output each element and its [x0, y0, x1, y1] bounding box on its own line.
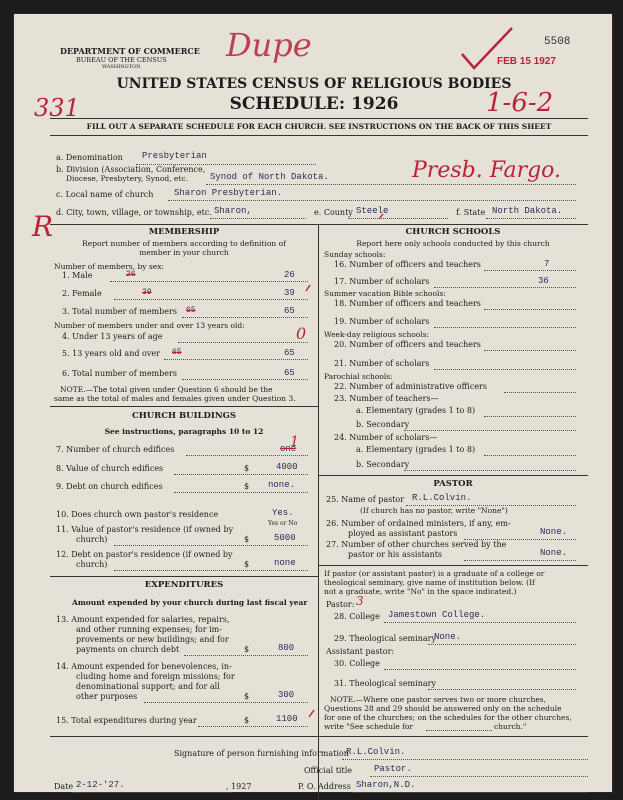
parochial-schools-label: Parochial schools: — [324, 372, 393, 381]
expenditures-intro: Amount expended by your church during last fiscal year — [72, 598, 308, 607]
sunday-schools-label: Sunday schools: — [324, 250, 386, 259]
local-name-label: c. Local name of church — [56, 190, 154, 199]
q6-value: 65 — [284, 368, 295, 378]
pastor-subheading: Pastor: — [326, 600, 355, 609]
q2-label: 2. Female — [62, 289, 102, 298]
q20-label: 20. Number of officers and teachers — [334, 340, 481, 349]
date-value: 2-12-'27. — [76, 780, 125, 790]
city-label: d. City, town, village, or township, etc. — [56, 208, 212, 217]
pastor-note-5: church." — [494, 722, 527, 731]
q23a-label: a. Elementary (grades 1 to 8) — [356, 406, 476, 415]
college-note-2: theological seminary, give name of institution below. (If — [324, 578, 535, 587]
q22-label: 22. Number of administrative officers — [334, 382, 487, 391]
q9-label: 9. Debt on church edifices — [56, 482, 163, 491]
q17-label: 17. Number of scholars — [334, 277, 430, 286]
schools-intro: Report here only schools conducted by this church — [356, 239, 550, 248]
denomination-value: Presbyterian — [142, 151, 207, 161]
q14-label-3: denominational support; and for all — [76, 682, 220, 691]
q5-struck-value: 65 — [172, 348, 182, 357]
date-label: Date — [54, 782, 74, 791]
q9-value: none. — [268, 480, 296, 490]
q26-label: 26. Number of ordained ministers, if any, em- — [326, 519, 511, 528]
q14-label-2: cluding home and foreign missions; for — [76, 672, 235, 681]
q5-label: 5. 13 years old and over — [62, 349, 160, 358]
q29-value: None. — [434, 632, 462, 642]
check-marks — [14, 14, 612, 792]
membership-intro-cont: member in your church — [139, 248, 229, 257]
q11-label: 11. Value of pastor's residence (if owned by — [56, 525, 234, 534]
q15-dollar: $ — [244, 716, 250, 725]
q12-label: 12. Debt on pastor's residence (if owned by — [56, 550, 233, 559]
schools-title: CHURCH SCHOOLS — [405, 227, 501, 237]
q30-label: 30. College — [334, 659, 380, 668]
handwritten-code: 1-6-2 — [486, 88, 554, 118]
q2-struck-value: 39 — [142, 288, 152, 297]
signature-value: R.L.Colvin. — [346, 747, 406, 757]
q7-value: one — [280, 444, 297, 454]
county-label: e. County — [314, 208, 353, 217]
denomination-label: a. Denomination — [56, 153, 123, 162]
form-subtitle: SCHEDULE: 1926 — [229, 94, 399, 114]
q28-label: 28. College — [334, 612, 380, 621]
department-name: DEPARTMENT OF COMMERCE — [60, 46, 200, 56]
buildings-intro: See instructions, paragraphs 10 to 12 — [104, 427, 264, 436]
q27-label-cont: pastor or his assistants — [348, 550, 443, 559]
q9-dollar: $ — [244, 482, 250, 491]
q8-value: 4000 — [276, 462, 298, 472]
pastor-note-3: for one of the churches; on the schedules for the other churches, — [324, 713, 572, 722]
handwritten-331: 331 — [34, 94, 80, 122]
q4-value: 0 — [296, 324, 307, 343]
official-title-label: Official title — [304, 766, 352, 775]
q23-label: 23. Number of teachers— — [334, 394, 439, 403]
q1-label: 1. Male — [62, 271, 93, 280]
received-date-stamp: FEB 15 1927 — [497, 56, 556, 67]
q4-label: 4. Under 13 years of age — [62, 332, 163, 341]
q13-label-2: and other running expenses; for im- — [76, 625, 222, 634]
summer-schools-label: Summer vacation Bible schools: — [324, 289, 446, 298]
q3-value: 65 — [284, 306, 295, 316]
q17-value: 36 — [538, 276, 549, 286]
q18-label: 18. Number of officers and teachers — [334, 299, 481, 308]
q11-value: 5000 — [274, 533, 296, 543]
q6-label: 6. Total number of members — [62, 369, 177, 378]
date-year: , 1927 — [226, 782, 252, 791]
q23b-label: b. Secondary — [356, 420, 410, 429]
q8-dollar: $ — [244, 464, 250, 473]
q10-value: Yes. — [272, 508, 294, 518]
city-value: Sharon, — [214, 206, 252, 216]
members-by-age-label: Number of members under and over 13 years old: — [54, 321, 245, 330]
q28-value: Jamestown College. — [388, 610, 486, 620]
q10-yes-no-hint: Yes or No — [268, 520, 298, 527]
q13-dollar: $ — [244, 645, 250, 654]
division-handwritten: Presb. Fargo. — [412, 158, 562, 183]
signature-label: Signature of person furnishing information — [174, 749, 349, 758]
q24b-label: b. Secondary — [356, 460, 410, 469]
q19-label: 19. Number of scholars — [334, 317, 430, 326]
division-label: b. Division (Association, Conference, — [56, 165, 206, 174]
census-schedule-sheet — [14, 14, 612, 800]
q14-label: 14. Amount expended for benevolences, in- — [56, 662, 232, 671]
buildings-title: CHURCH BUILDINGS — [131, 411, 237, 421]
q3-label: 3. Total number of members — [62, 307, 177, 316]
q13-label-4: payments on church debt — [76, 645, 180, 654]
q25-label: 25. Name of pastor — [326, 495, 405, 504]
q2-value: 39 — [284, 288, 295, 298]
county-value: Steele — [356, 206, 389, 216]
instruction-line: FILL OUT A SEPARATE SCHEDULE FOR EACH CHURCH. SEE INSTRUCTIONS ON THE BACK OF THIS SHEET — [86, 122, 552, 131]
q24-label: 24. Number of scholars— — [334, 433, 438, 442]
q15-label: 15. Total expenditures during year — [56, 716, 197, 725]
q16-value: 7 — [544, 259, 550, 269]
q26-value: None. — [540, 527, 568, 537]
pastor-handwritten-mark: 3 — [356, 594, 364, 608]
state-value: North Dakota. — [492, 206, 563, 216]
q3-struck-value: 65 — [186, 306, 196, 315]
q27-value: None. — [540, 548, 568, 558]
q1-value: 26 — [284, 270, 295, 280]
po-address-label: P. O. Address — [298, 782, 351, 791]
q29-label: 29. Theological seminary — [334, 634, 436, 643]
state-label: f. State — [456, 208, 486, 217]
q12-label-cont: church) — [76, 560, 108, 569]
q5-value: 65 — [284, 348, 295, 358]
handwritten-dupe: Dupe — [226, 26, 312, 64]
q7-label: 7. Number of church edifices — [56, 445, 175, 454]
q8-label: 8. Value of church edifices — [56, 464, 164, 473]
local-name-value: Sharon Presbyterian. — [174, 188, 283, 198]
form-title: UNITED STATES CENSUS OF RELIGIOUS BODIES — [116, 76, 512, 92]
expenditures-title: EXPENDITURES — [144, 580, 224, 590]
q27-label: 27. Number of other churches served by the — [326, 540, 507, 549]
q11-label-cont: church) — [76, 535, 108, 544]
q1-struck-value: 26 — [126, 270, 136, 279]
form-number: 8—5518 a — [54, 795, 83, 800]
q11-dollar: $ — [244, 535, 250, 544]
members-by-sex-label: Number of members, by sex: — [54, 262, 164, 271]
q14-label-4: other purposes — [76, 692, 138, 701]
q16-label: 16. Number of officers and teachers — [334, 260, 481, 269]
q12-dollar: $ — [244, 560, 250, 569]
division-label-cont: Diocese, Presbytery, Synod, etc. — [66, 174, 188, 183]
q21-label: 21. Number of scholars — [334, 359, 430, 368]
pastor-note: NOTE.—Where one pastor serves two or more churches, — [330, 695, 547, 704]
q26-label-cont: ployed as assistant pastors — [348, 529, 458, 538]
po-address-value: Sharon,N.D. — [356, 780, 416, 790]
print-number: 11—9264 — [106, 795, 133, 800]
official-title-value: Pastor. — [374, 764, 412, 774]
q13-value: 800 — [278, 643, 295, 653]
assistant-pastor-subheading: Assistant pastor: — [326, 647, 395, 656]
q14-dollar: $ — [244, 692, 250, 701]
membership-note-cont: same as the total of males and females given under Question 3. — [54, 394, 296, 403]
membership-intro: Report number of members according to definition of — [82, 239, 286, 248]
q15-value: 1100 — [276, 714, 298, 724]
bureau-name: BUREAU OF THE CENSUS — [76, 56, 167, 64]
weekday-schools-label: Week-day religious schools: — [324, 330, 430, 339]
q13-label: 13. Amount expended for salaries, repairs, — [56, 615, 230, 624]
college-note-3: not a graduate, write "No" in the space indicated.) — [324, 587, 517, 596]
division-value: Synod of North Dakota. — [210, 172, 329, 182]
q13-label-3: provements or new buildings; and for — [76, 635, 229, 644]
handwritten-r: R — [32, 210, 54, 243]
membership-title: MEMBERSHIP — [148, 227, 220, 237]
membership-note: NOTE.—The total given under Question 6 should be the — [60, 385, 273, 394]
q25-note: (If church has no pastor, write "None") — [360, 506, 508, 515]
q12-value: none — [274, 558, 296, 568]
q14-value: 300 — [278, 690, 295, 700]
q31-label: 31. Theological seminary — [334, 679, 436, 688]
q24a-label: a. Elementary (grades 1 to 8) — [356, 445, 476, 454]
pastor-title: PASTOR — [433, 479, 473, 489]
q10-label: 10. Does church own pastor's residence — [56, 510, 219, 519]
pastor-note-2: Questions 28 and 29 should be answered only on the schedule — [324, 704, 562, 713]
q7-handwritten: 1 — [290, 434, 299, 450]
bureau-city: WASHINGTON — [102, 64, 141, 70]
college-note: If pastor (or assistant pastor) is a graduate of a college or — [324, 569, 545, 578]
q25-value: R.L.Colvin. — [412, 493, 472, 503]
pastor-note-4: write "See schedule for — [324, 722, 414, 731]
schedule-number: 5508 — [544, 36, 571, 48]
